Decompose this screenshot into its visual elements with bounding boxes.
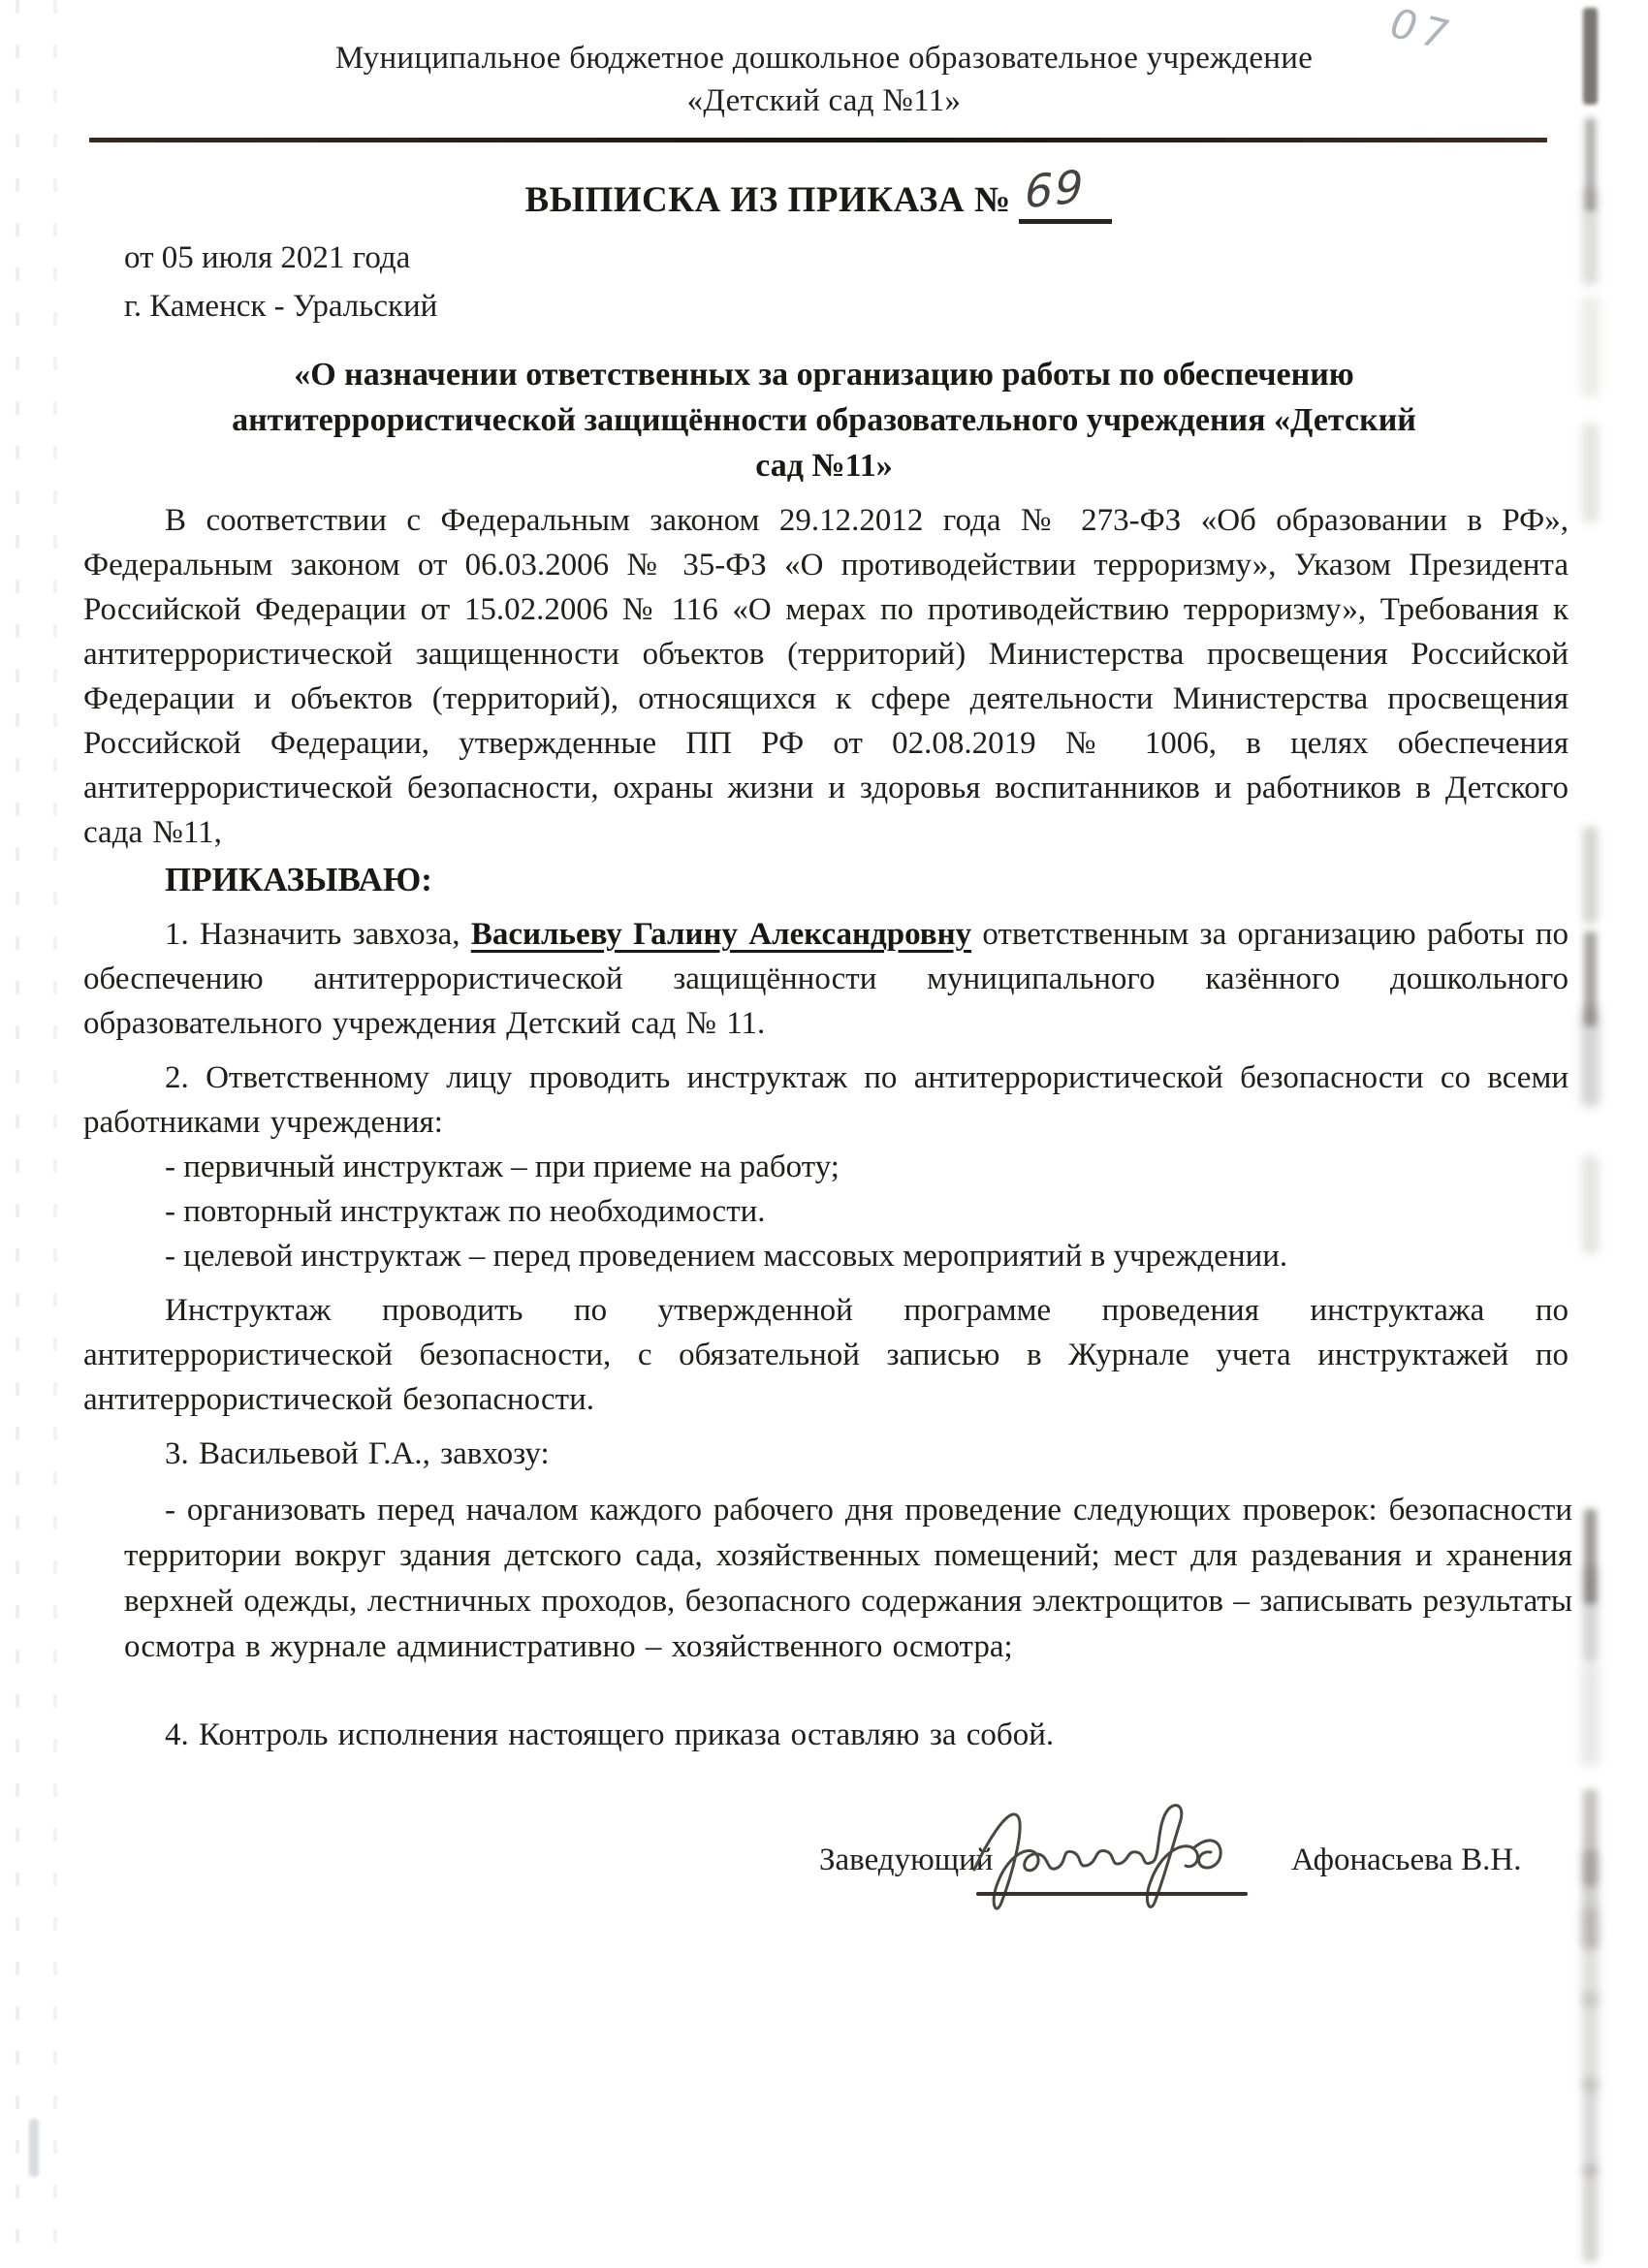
order-item-4: 4. Контроль исполнения настоящего приказа оставляю за собой. bbox=[165, 1717, 1055, 1752]
item2-bullet-2: - повторный инструктаж по необходимости. bbox=[165, 1194, 766, 1229]
order-date: от 05 июля 2021 года bbox=[124, 240, 411, 275]
order-item-1 bbox=[83, 912, 1569, 1046]
order-item-3: 3. Васильевой Г.А., завхозу: bbox=[165, 1436, 550, 1471]
handwritten-order-number: 69 bbox=[1024, 159, 1085, 219]
item1-text-after: ответственным за организацию работы по обеспечению антитеррористической защищённости муниципального казённого дошкольного образовательного учреждения Детский сад № 11. bbox=[83, 917, 1569, 1041]
scan-speck-bottom-left bbox=[29, 2119, 39, 2177]
date-city-block bbox=[124, 234, 1648, 331]
order-title-row bbox=[0, 159, 1648, 226]
order-city: г. Каменск - Уральский bbox=[124, 289, 438, 324]
organization-header bbox=[0, 37, 1648, 122]
scan-streak-right bbox=[1583, 8, 1598, 105]
signature-role-label: Заведующий bbox=[819, 1843, 994, 1877]
order-subject: «О назначении ответственных за организацию работы по обеспечению антитеррористической защищённости образовательного учреждения «Детский сад №11» bbox=[232, 357, 1416, 484]
order-item-2: 2. Ответственному лицу проводить инструктаж по антитеррористической безопасности со всеми работниками учреждения: bbox=[83, 1060, 1569, 1140]
handwritten-signature-icon bbox=[965, 1794, 1304, 1944]
item2-bullet-3: - целевой инструктаж – перед проведением массовых мероприятий в учреждении. bbox=[165, 1239, 1288, 1274]
signature-row bbox=[0, 1800, 1648, 1965]
order-number-field bbox=[1017, 159, 1124, 226]
order-number-underline bbox=[1019, 219, 1112, 224]
organization-subname: «Детский сад №11» bbox=[686, 83, 962, 118]
pencil-page-mark: 07 bbox=[1381, 0, 1462, 60]
resolution-word: ПРИКАЗЫВАЮ: bbox=[165, 861, 432, 898]
responsible-person-name: Васильеву Галину Александровну bbox=[470, 917, 972, 952]
item2-bullet-1: - первичный инструктаж – при приеме на работу; bbox=[165, 1150, 840, 1184]
item1-text-before: 1. Назначить завхоза, bbox=[165, 917, 471, 952]
scan-streak-left-1 bbox=[16, 0, 19, 2268]
organization-name: Муниципальное бюджетное дошкольное образовательное учреждение bbox=[334, 41, 1314, 76]
header-divider-rule bbox=[89, 138, 1547, 142]
item3-subparagraph: - организовать перед началом каждого рабочего дня проведение следующих проверок: безопасности территории вокруг здания детского сада, хозяйственных помещений; мест для раздевания и хранения верхней одежды, лестничных проходов, безопасного содержания электрощитов – записывать результаты осмотра в журнале административно – хозяйственного осмотра; bbox=[124, 1493, 1572, 1664]
scan-streak-left-2 bbox=[53, 0, 57, 2268]
preamble-paragraph: В соответствии с Федеральным законом 29.12.2012 года № 273-ФЗ «Об образовании в РФ», Федеральным законом от 06.03.2006 № 35-ФЗ «О противодействии терроризму», Указом Президента Российской Федерации от 15.02.2006 № 116 «О мерах по противодействию терроризму», Требования к антитеррористической защищенности объектов (территорий) Министерства просвещения Российской Федерации и объектов (территорий), относящихся к сфере деятельности Министерства просвещения Российской Федерации, утвержденные ПП РФ от 02.08.2019 № 1006, в целях обеспечения антитеррористической безопасности, охраны жизни и здоровья воспитанников и работников в Детского сада №11, bbox=[83, 503, 1569, 850]
signature-name: Афонасьева В.Н. bbox=[1291, 1843, 1522, 1877]
order-title: ВЫПИСКА ИЗ ПРИКАЗА № bbox=[524, 180, 1011, 220]
item2-note-paragraph: Инструктаж проводить по утвержденной программе проведения инструктажа по антитеррористической безопасности, с обязательной записью в Журнале учета инструктажей по антитеррористической безопасности. bbox=[83, 1293, 1569, 1417]
